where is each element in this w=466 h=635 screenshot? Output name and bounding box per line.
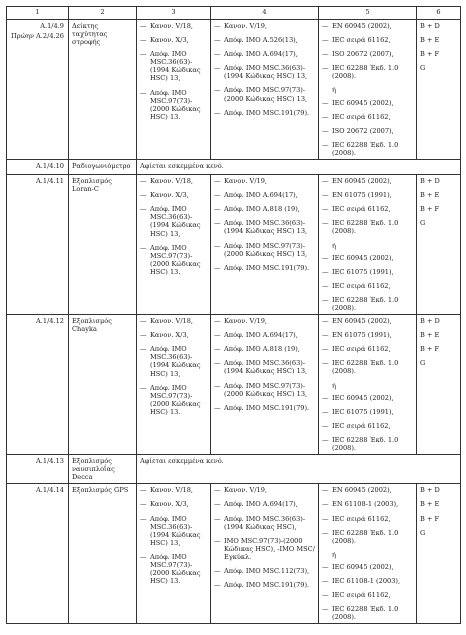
dash-item bbox=[140, 500, 207, 508]
dash-item bbox=[322, 127, 413, 135]
cell-item bbox=[69, 455, 137, 484]
dash-item bbox=[214, 242, 315, 258]
dash-item bbox=[322, 331, 413, 339]
dash-marker: — bbox=[322, 317, 329, 326]
module-entry: B + D bbox=[420, 486, 440, 495]
dash-text: IEC 62288 Έκδ. 1.0 (2008). bbox=[332, 64, 399, 81]
dash-text: IEC 61075 (1991), bbox=[332, 267, 394, 276]
dash-item bbox=[214, 345, 315, 353]
dash-marker: — bbox=[214, 500, 221, 509]
table-row bbox=[7, 160, 461, 175]
dash-text: Απόφ. IMO MSC.36(63)-(1994 Κώδικας HSC) 13, bbox=[224, 359, 308, 376]
dash-marker: — bbox=[214, 177, 221, 186]
dash-text: IEC σειρά 61162, bbox=[332, 205, 391, 214]
dash-text: Απόφ. IMO MSC.97(73)-(2000 Κώδικας HSC) 13. bbox=[150, 88, 201, 121]
dash-marker: — bbox=[322, 435, 329, 444]
cell-modules bbox=[417, 315, 461, 455]
dash-marker: — bbox=[214, 36, 221, 45]
dash-marker: — bbox=[322, 514, 329, 523]
cell-id bbox=[7, 175, 69, 315]
module-entry: B + E bbox=[420, 36, 440, 45]
dash-text: IEC σειρά 61162, bbox=[332, 421, 391, 430]
note-text: Αφίεται εσκεμμένα κενό. bbox=[140, 457, 224, 466]
dash-text: EN 60945 (2002), bbox=[332, 177, 392, 186]
dash-text: IEC 62288 Έκδ. 1.0 (2008). bbox=[332, 528, 399, 545]
dash-item bbox=[214, 567, 315, 575]
dash-marker: — bbox=[322, 393, 329, 402]
dash-marker: — bbox=[322, 50, 329, 59]
dash-item bbox=[214, 219, 315, 235]
dash-text: IEC 61108-1 (2003), bbox=[332, 577, 401, 586]
module-entry: G bbox=[420, 219, 426, 228]
dash-text: Απόφ. IMO MSC.36(63)-(1994 Κώδικας HSC) 13, bbox=[150, 50, 201, 83]
row-id: A.1/4.13 bbox=[36, 457, 64, 466]
dash-marker: — bbox=[322, 205, 329, 214]
dash-text: Απόφ. IMO MSC.97(73)-(2000 Κώδικας HSC) 13, bbox=[224, 381, 308, 398]
dash-text: Απόφ. IMO MSC.112(73), bbox=[224, 567, 310, 576]
dash-text: IEC 60945 (2002), bbox=[332, 98, 394, 107]
cell-id bbox=[7, 20, 69, 160]
dash-item bbox=[140, 22, 207, 30]
row-id: A.1/4.9 bbox=[40, 22, 64, 30]
dash-item bbox=[322, 317, 413, 325]
module-entry: B + D bbox=[420, 22, 440, 30]
module-entry: G bbox=[420, 528, 426, 537]
dash-item bbox=[322, 422, 413, 430]
cell-item bbox=[69, 20, 137, 160]
dash-marker: — bbox=[322, 577, 329, 586]
dash-marker: — bbox=[322, 191, 329, 200]
dash-marker: — bbox=[140, 500, 147, 509]
column-header: 1 bbox=[7, 7, 69, 20]
item-name: Δείκτης ταχύτητας στροφής bbox=[72, 22, 108, 47]
standards-table bbox=[6, 6, 461, 624]
dash-item bbox=[140, 515, 207, 547]
dash-marker: — bbox=[214, 22, 221, 30]
dash-marker: — bbox=[214, 359, 221, 368]
dash-text: IEC σειρά 61162, bbox=[332, 514, 391, 523]
dash-marker: — bbox=[322, 22, 329, 30]
dash-text: Κανον. V/19, bbox=[224, 317, 268, 326]
dash-marker: — bbox=[214, 345, 221, 354]
dash-marker: — bbox=[322, 359, 329, 368]
dash-item bbox=[322, 64, 413, 80]
dash-item bbox=[322, 436, 413, 452]
dash-text: Κανον. X/3, bbox=[150, 191, 189, 200]
table-row bbox=[7, 315, 461, 455]
cell-item bbox=[69, 160, 137, 175]
dash-text: EN 61075 (1991), bbox=[332, 191, 392, 200]
dash-item bbox=[214, 359, 315, 375]
dash-item bbox=[214, 264, 315, 272]
dash-marker: — bbox=[214, 567, 221, 576]
module-entry: B + F bbox=[420, 514, 440, 523]
module-entry: B + F bbox=[420, 205, 440, 214]
dash-text: IEC 60945 (2002), bbox=[332, 562, 394, 571]
cell-id bbox=[7, 484, 69, 624]
dash-marker: — bbox=[322, 98, 329, 107]
dash-text: EN 60945 (2002), bbox=[332, 22, 392, 30]
dash-item bbox=[322, 282, 413, 290]
dash-marker: — bbox=[322, 36, 329, 45]
dash-marker: — bbox=[214, 536, 221, 545]
column-header: 6 bbox=[417, 7, 461, 20]
table-row bbox=[7, 20, 461, 160]
dash-item bbox=[214, 50, 315, 58]
dash-text: Απόφ. IMO MSC.97(73)-(2000 Κώδικας HSC) 13, bbox=[224, 241, 308, 258]
dash-marker: — bbox=[140, 36, 147, 45]
cell-imo-resolutions bbox=[211, 20, 319, 160]
dash-item bbox=[322, 296, 413, 312]
dash-marker: — bbox=[140, 317, 147, 326]
dash-text: Απόφ. IMO A.526(13), bbox=[224, 36, 298, 45]
dash-item bbox=[214, 36, 315, 44]
cell-modules bbox=[417, 175, 461, 315]
dash-marker: — bbox=[322, 421, 329, 430]
dash-item bbox=[322, 359, 413, 375]
dash-item bbox=[322, 254, 413, 262]
dash-item bbox=[140, 331, 207, 339]
dash-text: Απόφ. IMO MSC.191(79). bbox=[224, 403, 310, 412]
dash-marker: — bbox=[322, 345, 329, 354]
dash-text: EN 61108-1 (2003), bbox=[332, 500, 399, 509]
module-entry: B + F bbox=[420, 50, 440, 59]
dash-text: Απόφ. IMO MSC.36(63)-(1994 Κώδικας HSC) 13, bbox=[150, 345, 201, 378]
cell-id bbox=[7, 455, 69, 484]
or-separator: ή bbox=[332, 86, 336, 95]
dash-text: Απόφ. IMO MSC.97(73)-(2000 Κώδικας HSC) 13. bbox=[150, 243, 201, 276]
dash-item bbox=[140, 177, 207, 185]
dash-text: IEC 62288 Έκδ. 1.0 (2008). bbox=[332, 140, 399, 157]
dash-text: Απόφ. IMO MSC.97(73)-(2000 Κώδικας HSC) 13. bbox=[150, 383, 201, 416]
dash-text: Απόφ. IMO MSC.36(63)-(1994 Κώδικας HSC) 13, bbox=[224, 219, 308, 236]
dash-marker: — bbox=[214, 581, 221, 590]
module-entry: B + E bbox=[420, 500, 440, 509]
dash-marker: — bbox=[140, 514, 147, 523]
item-name: Εξοπλισμός Chayka bbox=[72, 317, 112, 334]
row-id: A.1/4.14 bbox=[36, 486, 64, 495]
dash-marker: — bbox=[214, 263, 221, 272]
dash-marker: — bbox=[322, 528, 329, 537]
dash-marker: — bbox=[322, 295, 329, 304]
dash-text: Απόφ. IMO A.694(17), bbox=[224, 191, 298, 200]
dash-marker: — bbox=[214, 241, 221, 250]
dash-marker: — bbox=[322, 281, 329, 290]
dash-item bbox=[214, 500, 315, 508]
dash-text: IEC σειρά 61162, bbox=[332, 281, 391, 290]
dash-text: IEC 60945 (2002), bbox=[332, 393, 394, 402]
table-body bbox=[7, 20, 461, 624]
dash-marker: — bbox=[214, 381, 221, 390]
cell-item bbox=[69, 484, 137, 624]
dash-text: ISO 20672 (2007), bbox=[332, 50, 394, 59]
dash-text: IEC σειρά 61162, bbox=[332, 591, 391, 600]
table-row bbox=[7, 484, 461, 624]
dash-item bbox=[140, 50, 207, 82]
dash-marker: — bbox=[214, 403, 221, 412]
dash-marker: — bbox=[140, 177, 147, 186]
dash-marker: — bbox=[140, 383, 147, 392]
dash-item bbox=[214, 382, 315, 398]
dash-text: Απόφ. IMO MSC.36(63)-(1994 Κώδικας HSC) 13, bbox=[150, 514, 201, 547]
dash-marker: — bbox=[140, 331, 147, 340]
dash-marker: — bbox=[214, 219, 221, 228]
dash-text: IEC 62288 Έκδ. 1.0 (2008). bbox=[332, 295, 399, 312]
dash-text: Απόφ. IMO MSC.191(79). bbox=[224, 581, 310, 590]
dash-text: Κανον. V/18, bbox=[150, 22, 194, 30]
dash-text: Απόφ. IMO A.694(17), bbox=[224, 500, 298, 509]
dash-marker: — bbox=[214, 486, 221, 495]
row-id: A.1/4.11 bbox=[36, 177, 64, 186]
dash-item bbox=[214, 86, 315, 102]
item-name: Εξοπλισμός GPS bbox=[72, 486, 129, 495]
dash-item bbox=[214, 191, 315, 199]
dash-item bbox=[322, 177, 413, 185]
row-id: A.1/4.10 bbox=[36, 162, 64, 171]
dash-item bbox=[214, 64, 315, 80]
dash-item bbox=[140, 345, 207, 377]
cell-note bbox=[137, 160, 461, 175]
dash-item bbox=[322, 486, 413, 494]
module-entry: B + F bbox=[420, 345, 440, 354]
dash-text: Απόφ. IMO MSC.191(79). bbox=[224, 108, 310, 117]
dash-item bbox=[214, 537, 315, 561]
dash-text: Κανον. V/19, bbox=[224, 486, 268, 495]
dash-marker: — bbox=[214, 514, 221, 523]
dash-marker: — bbox=[214, 205, 221, 214]
dash-marker: — bbox=[322, 605, 329, 614]
dash-item bbox=[322, 500, 413, 508]
cell-id bbox=[7, 315, 69, 455]
column-header: 3 bbox=[137, 7, 211, 20]
cell-test-standards bbox=[319, 20, 417, 160]
column-header: 5 bbox=[319, 7, 417, 20]
cell-item bbox=[69, 175, 137, 315]
dash-marker: — bbox=[322, 267, 329, 276]
dash-item bbox=[322, 36, 413, 44]
cell-test-standards bbox=[319, 484, 417, 624]
dash-text: Απόφ. IMO MSC.97(73)-(2000 Κώδικας HSC) 13, bbox=[224, 86, 308, 103]
dash-text: Κανον. X/3, bbox=[150, 36, 189, 45]
dash-text: Απόφ. IMO MSC.36(63)-(1994 Κώδικας HSC) 13, bbox=[224, 64, 308, 81]
dash-text: EN 60945 (2002), bbox=[332, 317, 392, 326]
dash-text: Κανον. V/18, bbox=[150, 317, 194, 326]
dash-text: IEC 61075 (1991), bbox=[332, 407, 394, 416]
dash-text: Απόφ. IMO A.694(17), bbox=[224, 50, 298, 59]
column-header: 2 bbox=[69, 7, 137, 20]
dash-text: Απόφ. IMO MSC.191(79). bbox=[224, 263, 310, 272]
dash-text: Κανον. V/18, bbox=[150, 177, 194, 186]
dash-item bbox=[214, 331, 315, 339]
dash-item bbox=[322, 563, 413, 571]
item-name: Εξοπλισμός Loran-C bbox=[72, 177, 112, 194]
dash-text: Απόφ. IMO MSC.97(73)-(2000 Κώδικας HSC) 13. bbox=[150, 552, 201, 586]
dash-item bbox=[140, 89, 207, 121]
cell-modules bbox=[417, 484, 461, 624]
dash-text: Απόφ. IMO A.694(17), bbox=[224, 331, 298, 340]
dash-item bbox=[140, 553, 207, 585]
dash-text: IEC σειρά 61162, bbox=[332, 36, 391, 45]
dash-item bbox=[214, 581, 315, 589]
dash-text: Απόφ. IMO A.818 (19), bbox=[224, 345, 300, 354]
dash-item bbox=[140, 205, 207, 237]
dash-item bbox=[140, 244, 207, 276]
dash-item bbox=[214, 22, 315, 30]
dash-marker: — bbox=[322, 177, 329, 186]
module-entry: B + E bbox=[420, 191, 440, 200]
dash-text: EN 61075 (1991), bbox=[332, 331, 392, 340]
dash-marker: — bbox=[322, 126, 329, 135]
module-entry: G bbox=[420, 64, 426, 73]
dash-text: ISO 20672 (2007), bbox=[332, 126, 394, 135]
dash-text: Κανον. V/19, bbox=[224, 177, 268, 186]
dash-item bbox=[140, 384, 207, 416]
cell-regulations bbox=[137, 315, 211, 455]
dash-marker: — bbox=[214, 317, 221, 326]
dash-item bbox=[322, 141, 413, 157]
row-id: A.1/4.12 bbox=[36, 317, 64, 326]
item-name: Εξοπλισμός ναυσιπλοΐας Decca bbox=[72, 457, 115, 482]
dash-marker: — bbox=[322, 253, 329, 262]
dash-item bbox=[322, 22, 413, 30]
dash-text: Κανον. X/3, bbox=[150, 331, 189, 340]
dash-marker: — bbox=[140, 243, 147, 252]
cell-imo-resolutions bbox=[211, 175, 319, 315]
or-separator: ή bbox=[332, 381, 336, 390]
cell-test-standards bbox=[319, 175, 417, 315]
dash-text: IEC σειρά 61162, bbox=[332, 345, 391, 354]
dash-item bbox=[322, 268, 413, 276]
dash-marker: — bbox=[214, 50, 221, 59]
cell-imo-resolutions bbox=[211, 484, 319, 624]
dash-marker: — bbox=[140, 345, 147, 354]
cell-note bbox=[137, 455, 461, 484]
row-id-former: Πρώην Α.2/4.26 bbox=[10, 32, 64, 41]
dash-marker: — bbox=[214, 108, 221, 117]
or-separator: ή bbox=[332, 241, 336, 250]
cell-test-standards bbox=[319, 315, 417, 455]
dash-marker: — bbox=[140, 486, 147, 495]
dash-item bbox=[322, 394, 413, 402]
dash-item bbox=[322, 529, 413, 545]
dash-marker: — bbox=[140, 50, 147, 59]
module-entry: B + E bbox=[420, 331, 440, 340]
dash-item bbox=[322, 591, 413, 599]
dash-item bbox=[140, 36, 207, 44]
dash-item bbox=[214, 404, 315, 412]
dash-marker: — bbox=[322, 407, 329, 416]
dash-marker: — bbox=[322, 331, 329, 340]
dash-text: Απόφ. IMO MSC.36(63)-(1994 Κώδικας HSC) 13, bbox=[150, 205, 201, 238]
table-row bbox=[7, 175, 461, 315]
dash-marker: — bbox=[140, 191, 147, 200]
dash-item bbox=[322, 99, 413, 107]
dash-item bbox=[214, 515, 315, 531]
dash-item bbox=[322, 205, 413, 213]
cell-item bbox=[69, 315, 137, 455]
cell-regulations bbox=[137, 175, 211, 315]
dash-marker: — bbox=[214, 191, 221, 200]
module-entry: B + D bbox=[420, 317, 440, 326]
dash-text: IEC 62288 Έκδ. 1.0 (2008). bbox=[332, 359, 399, 376]
dash-text: EN 60945 (2002), bbox=[332, 486, 392, 495]
dash-item bbox=[322, 605, 413, 621]
dash-marker: — bbox=[322, 486, 329, 495]
dash-item bbox=[322, 191, 413, 199]
dash-text: IEC 62288 Έκδ. 1.0 (2008). bbox=[332, 219, 399, 236]
cell-imo-resolutions bbox=[211, 315, 319, 455]
module-entry: G bbox=[420, 359, 426, 368]
column-header: 4 bbox=[211, 7, 319, 20]
dash-text: Κανον. X/3, bbox=[150, 500, 189, 509]
or-separator: ή bbox=[332, 550, 336, 559]
cell-id bbox=[7, 160, 69, 175]
dash-marker: — bbox=[322, 219, 329, 228]
cell-regulations bbox=[137, 484, 211, 624]
dash-marker: — bbox=[214, 331, 221, 340]
dash-text: IEC 62288 Έκδ. 1.0 (2008). bbox=[332, 605, 399, 622]
dash-marker: — bbox=[140, 88, 147, 97]
dash-text: IMO MSC.97(73)-(2000 Κώδικας HSC), -IMO MSC/Εγκύκλ. bbox=[224, 536, 315, 561]
table-row bbox=[7, 455, 461, 484]
header-row bbox=[7, 7, 461, 20]
dash-item bbox=[322, 577, 413, 585]
dash-marker: — bbox=[140, 552, 147, 561]
dash-marker: — bbox=[322, 112, 329, 121]
dash-marker: — bbox=[322, 500, 329, 509]
dash-marker: — bbox=[322, 591, 329, 600]
module-entry: B + D bbox=[420, 177, 440, 186]
dash-item bbox=[322, 50, 413, 58]
dash-item bbox=[140, 191, 207, 199]
dash-item bbox=[140, 486, 207, 494]
dash-item bbox=[322, 345, 413, 353]
dash-text: IEC 62288 Έκδ. 1.0 (2008). bbox=[332, 435, 399, 452]
dash-text: IEC σειρά 61162, bbox=[332, 112, 391, 121]
dash-item bbox=[214, 205, 315, 213]
dash-marker: — bbox=[140, 205, 147, 214]
dash-text: Απόφ. IMO A.818 (19), bbox=[224, 205, 300, 214]
cell-regulations bbox=[137, 20, 211, 160]
dash-text: Απόφ. IMO MSC.36(63)-(1994 Κώδικας HSC), bbox=[224, 514, 306, 531]
dash-text: Κανον. V/19, bbox=[224, 22, 268, 30]
dash-item bbox=[214, 109, 315, 117]
dash-item bbox=[214, 177, 315, 185]
dash-item bbox=[322, 408, 413, 416]
dash-marker: — bbox=[214, 64, 221, 73]
dash-marker: — bbox=[322, 140, 329, 149]
dash-marker: — bbox=[322, 562, 329, 571]
dash-item bbox=[322, 515, 413, 523]
dash-text: Κανον. V/18, bbox=[150, 486, 194, 495]
dash-item bbox=[322, 219, 413, 235]
dash-item bbox=[322, 113, 413, 121]
dash-marker: — bbox=[322, 64, 329, 73]
cell-modules bbox=[417, 20, 461, 160]
dash-marker: — bbox=[140, 22, 147, 30]
item-name: Ραδιογωνιόμετρο bbox=[72, 162, 131, 171]
dash-item bbox=[214, 486, 315, 494]
dash-item bbox=[214, 317, 315, 325]
dash-item bbox=[140, 317, 207, 325]
dash-marker: — bbox=[214, 86, 221, 95]
note-text: Αφίεται εσκεμμένα κενό. bbox=[140, 162, 224, 171]
dash-text: IEC 60945 (2002), bbox=[332, 253, 394, 262]
